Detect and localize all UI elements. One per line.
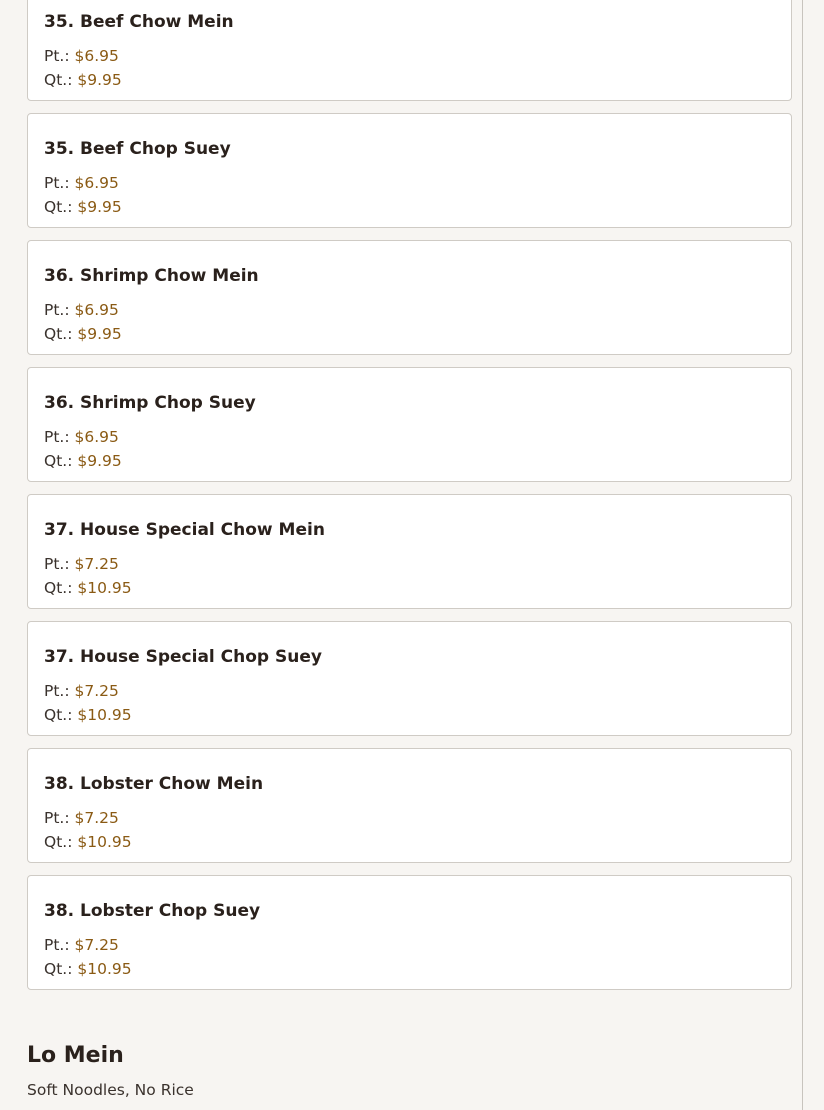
menu-item-list — [27, 0, 792, 1002]
pint-price-line — [44, 425, 775, 449]
menu-item-card[interactable] — [27, 748, 792, 863]
pint-label: Pt.: — [44, 809, 70, 827]
quart-price-line — [44, 957, 775, 981]
menu-item-name: 38. Lobster Chow Mein — [44, 774, 264, 794]
quart-price: $9.95 — [77, 71, 122, 89]
menu-item-name: 35. Beef Chop Suey — [44, 139, 231, 159]
pint-price-line — [44, 298, 775, 322]
section-title: Lo Mein — [27, 1043, 124, 1068]
quart-label: Qt.: — [44, 71, 73, 89]
section-subtitle: Soft Noodles, No Rice — [27, 1081, 194, 1099]
pint-price: $6.95 — [74, 301, 119, 319]
pint-price: $7.25 — [74, 682, 119, 700]
pint-price: $7.25 — [74, 936, 119, 954]
quart-label: Qt.: — [44, 706, 73, 724]
menu-item-card[interactable] — [27, 0, 792, 101]
quart-price-line — [44, 703, 775, 727]
quart-price: $10.95 — [77, 579, 132, 597]
quart-price: $9.95 — [77, 325, 122, 343]
pint-price: $7.25 — [74, 809, 119, 827]
menu-item-card[interactable] — [27, 621, 792, 736]
pint-price-line — [44, 679, 775, 703]
quart-price: $9.95 — [77, 198, 122, 216]
menu-item-card[interactable] — [27, 875, 792, 990]
pint-label: Pt.: — [44, 936, 70, 954]
pint-label: Pt.: — [44, 47, 70, 65]
menu-item-card[interactable] — [27, 240, 792, 355]
lo-mein-section — [27, 1039, 194, 1101]
menu-item-name: 37. House Special Chow Mein — [44, 520, 325, 540]
pint-label: Pt.: — [44, 301, 70, 319]
quart-label: Qt.: — [44, 960, 73, 978]
menu-item-card[interactable] — [27, 367, 792, 482]
menu-item-name: 35. Beef Chow Mein — [44, 12, 234, 32]
pint-label: Pt.: — [44, 428, 70, 446]
quart-price: $10.95 — [77, 833, 132, 851]
quart-label: Qt.: — [44, 452, 73, 470]
menu-item-name: 38. Lobster Chop Suey — [44, 901, 261, 921]
pint-price: $6.95 — [74, 428, 119, 446]
quart-price: $10.95 — [77, 960, 132, 978]
quart-label: Qt.: — [44, 198, 73, 216]
quart-price-line — [44, 449, 775, 473]
pint-price-line — [44, 552, 775, 576]
pint-price: $7.25 — [74, 555, 119, 573]
quart-label: Qt.: — [44, 579, 73, 597]
quart-price-line — [44, 68, 775, 92]
quart-price: $9.95 — [77, 452, 122, 470]
pint-label: Pt.: — [44, 682, 70, 700]
menu-item-name: 36. Shrimp Chop Suey — [44, 393, 256, 413]
pint-label: Pt.: — [44, 555, 70, 573]
menu-item-card[interactable] — [27, 113, 792, 228]
quart-label: Qt.: — [44, 325, 73, 343]
pint-price: $6.95 — [74, 174, 119, 192]
menu-item-name: 37. House Special Chop Suey — [44, 647, 322, 667]
pint-price: $6.95 — [74, 47, 119, 65]
quart-label: Qt.: — [44, 833, 73, 851]
quart-price-line — [44, 195, 775, 219]
menu-item-name: 36. Shrimp Chow Mein — [44, 266, 259, 286]
quart-price-line — [44, 576, 775, 600]
quart-price-line — [44, 830, 775, 854]
pint-price-line — [44, 806, 775, 830]
menu-item-card[interactable] — [27, 494, 792, 609]
quart-price: $10.95 — [77, 706, 132, 724]
pint-price-line — [44, 44, 775, 68]
right-divider — [802, 0, 803, 1110]
pint-price-line — [44, 933, 775, 957]
pint-label: Pt.: — [44, 174, 70, 192]
pint-price-line — [44, 171, 775, 195]
quart-price-line — [44, 322, 775, 346]
